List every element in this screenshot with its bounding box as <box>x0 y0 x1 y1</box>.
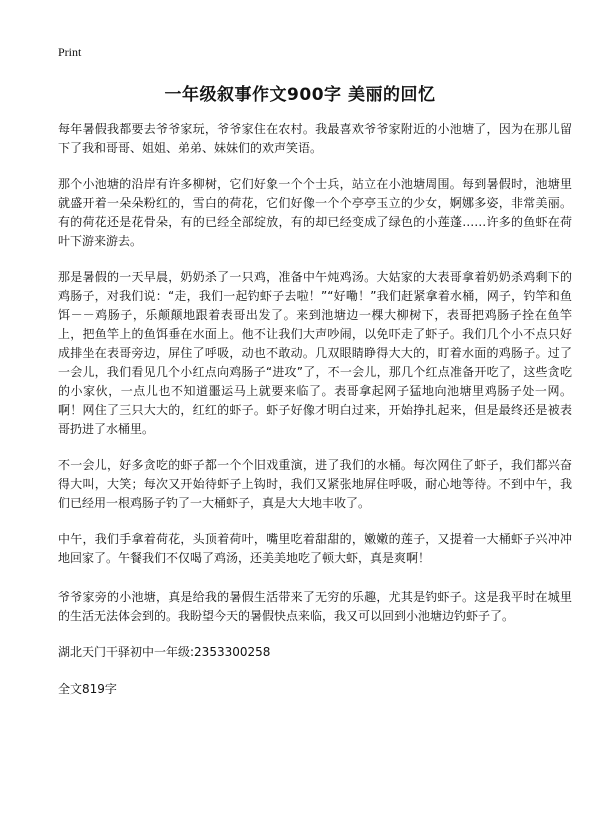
paragraph-harvest: 不一会儿，好多贪吃的虾子都一个个旧戏重演，进了我们的水桶。每次网住了虾子，我们都兴奋得大叫，大笑；每次又开始待虾子上钩时，我们又紧张地屏住呼吸，耐心地等待。不到中午，我们已经用一根鸡肠子钓了一大桶虾子，真是大大地丰收了。 <box>58 458 572 510</box>
paragraph-shrimp-fishing: 那是暑假的一天早晨，奶奶杀了一只鸡，准备中午炖鸡汤。大姑家的大表哥拿着奶奶杀鸡剩下的鸡肠子，对我们说：“走，我们一起钓虾子去啦！”“好嘞！”我们赶紧拿着水桶，网子，钓竿和鱼饵－－鸡肠子，乐颠颠地跟着表哥出发了。来到池塘边一棵大柳树下，表哥把鸡肠子拴在鱼竿上，把鱼竿上的鱼饵垂在水面上。他不让我们大声吵闹，以免吓走了虾子。我们几个小不点只好成排坐在表哥旁边，屏住了呼吸，动也不敢动。几双眼睛睁得大大的，盯着水面的鸡肠子。过了一会儿，我们看见几个小红点向鸡肠子“进攻”了，不一会儿，那几个红点准备开吃了，这些贪吃的小家伙，一点儿也不知道噩运马上就要来临了。表哥拿起网子猛地向池塘里鸡肠子处一网。啊！网住了三只大大的，红红的虾子。虾子好像才明白过来，开始挣扎起来，但是最终还是被表哥扔进了水桶里。 <box>58 270 572 436</box>
article-body <box>58 120 572 699</box>
paragraph-intro: 每年暑假我都要去爷爷家玩，爷爷家住在农村。我最喜欢爷爷家附近的小池塘了，因为在那儿留下了我和哥哥、姐姐、弟弟、妹妹们的欢声笑语。 <box>58 122 572 155</box>
paragraph-going-home: 中午，我们手拿着荷花，头顶着荷叶，嘴里吃着甜甜的，嫩嫩的莲子，又提着一大桶虾子兴冲冲地回家了。午餐我们不仅喝了鸡汤，还美美地吃了顿大虾，真是爽啊！ <box>58 532 572 565</box>
paragraph-pond-description: 那个小池塘的沿岸有许多柳树，它们好象一个个士兵，站立在小池塘周围。每到暑假时，池塘里就盛开着一朵朵粉红的，雪白的荷花，它们好像一个个亭亭玉立的少女，婀娜多姿，非常美丽。有的荷花还是花骨朵，有的已经全部绽放，有的却已经变成了绿色的小莲蓬……许多的鱼虾在荷叶下游来游去。 <box>58 177 572 248</box>
article-title: 一年级叙事作文900字 美丽的回忆 <box>164 85 436 105</box>
author-school-line: 湖北天门干驿初中一年级:2353300258 <box>58 645 271 659</box>
paragraph-conclusion: 爷爷家旁的小池塘，真是给我的暑假生活带来了无穷的乐趣，尤其是钓虾子。这是我平时在城里的生活无法体会到的。我盼望今天的暑假快点来临，我又可以回到小池塘边钓虾子了。 <box>58 590 572 623</box>
print-link[interactable]: Print <box>58 45 82 59</box>
word-count: 全文819字 <box>58 682 117 696</box>
